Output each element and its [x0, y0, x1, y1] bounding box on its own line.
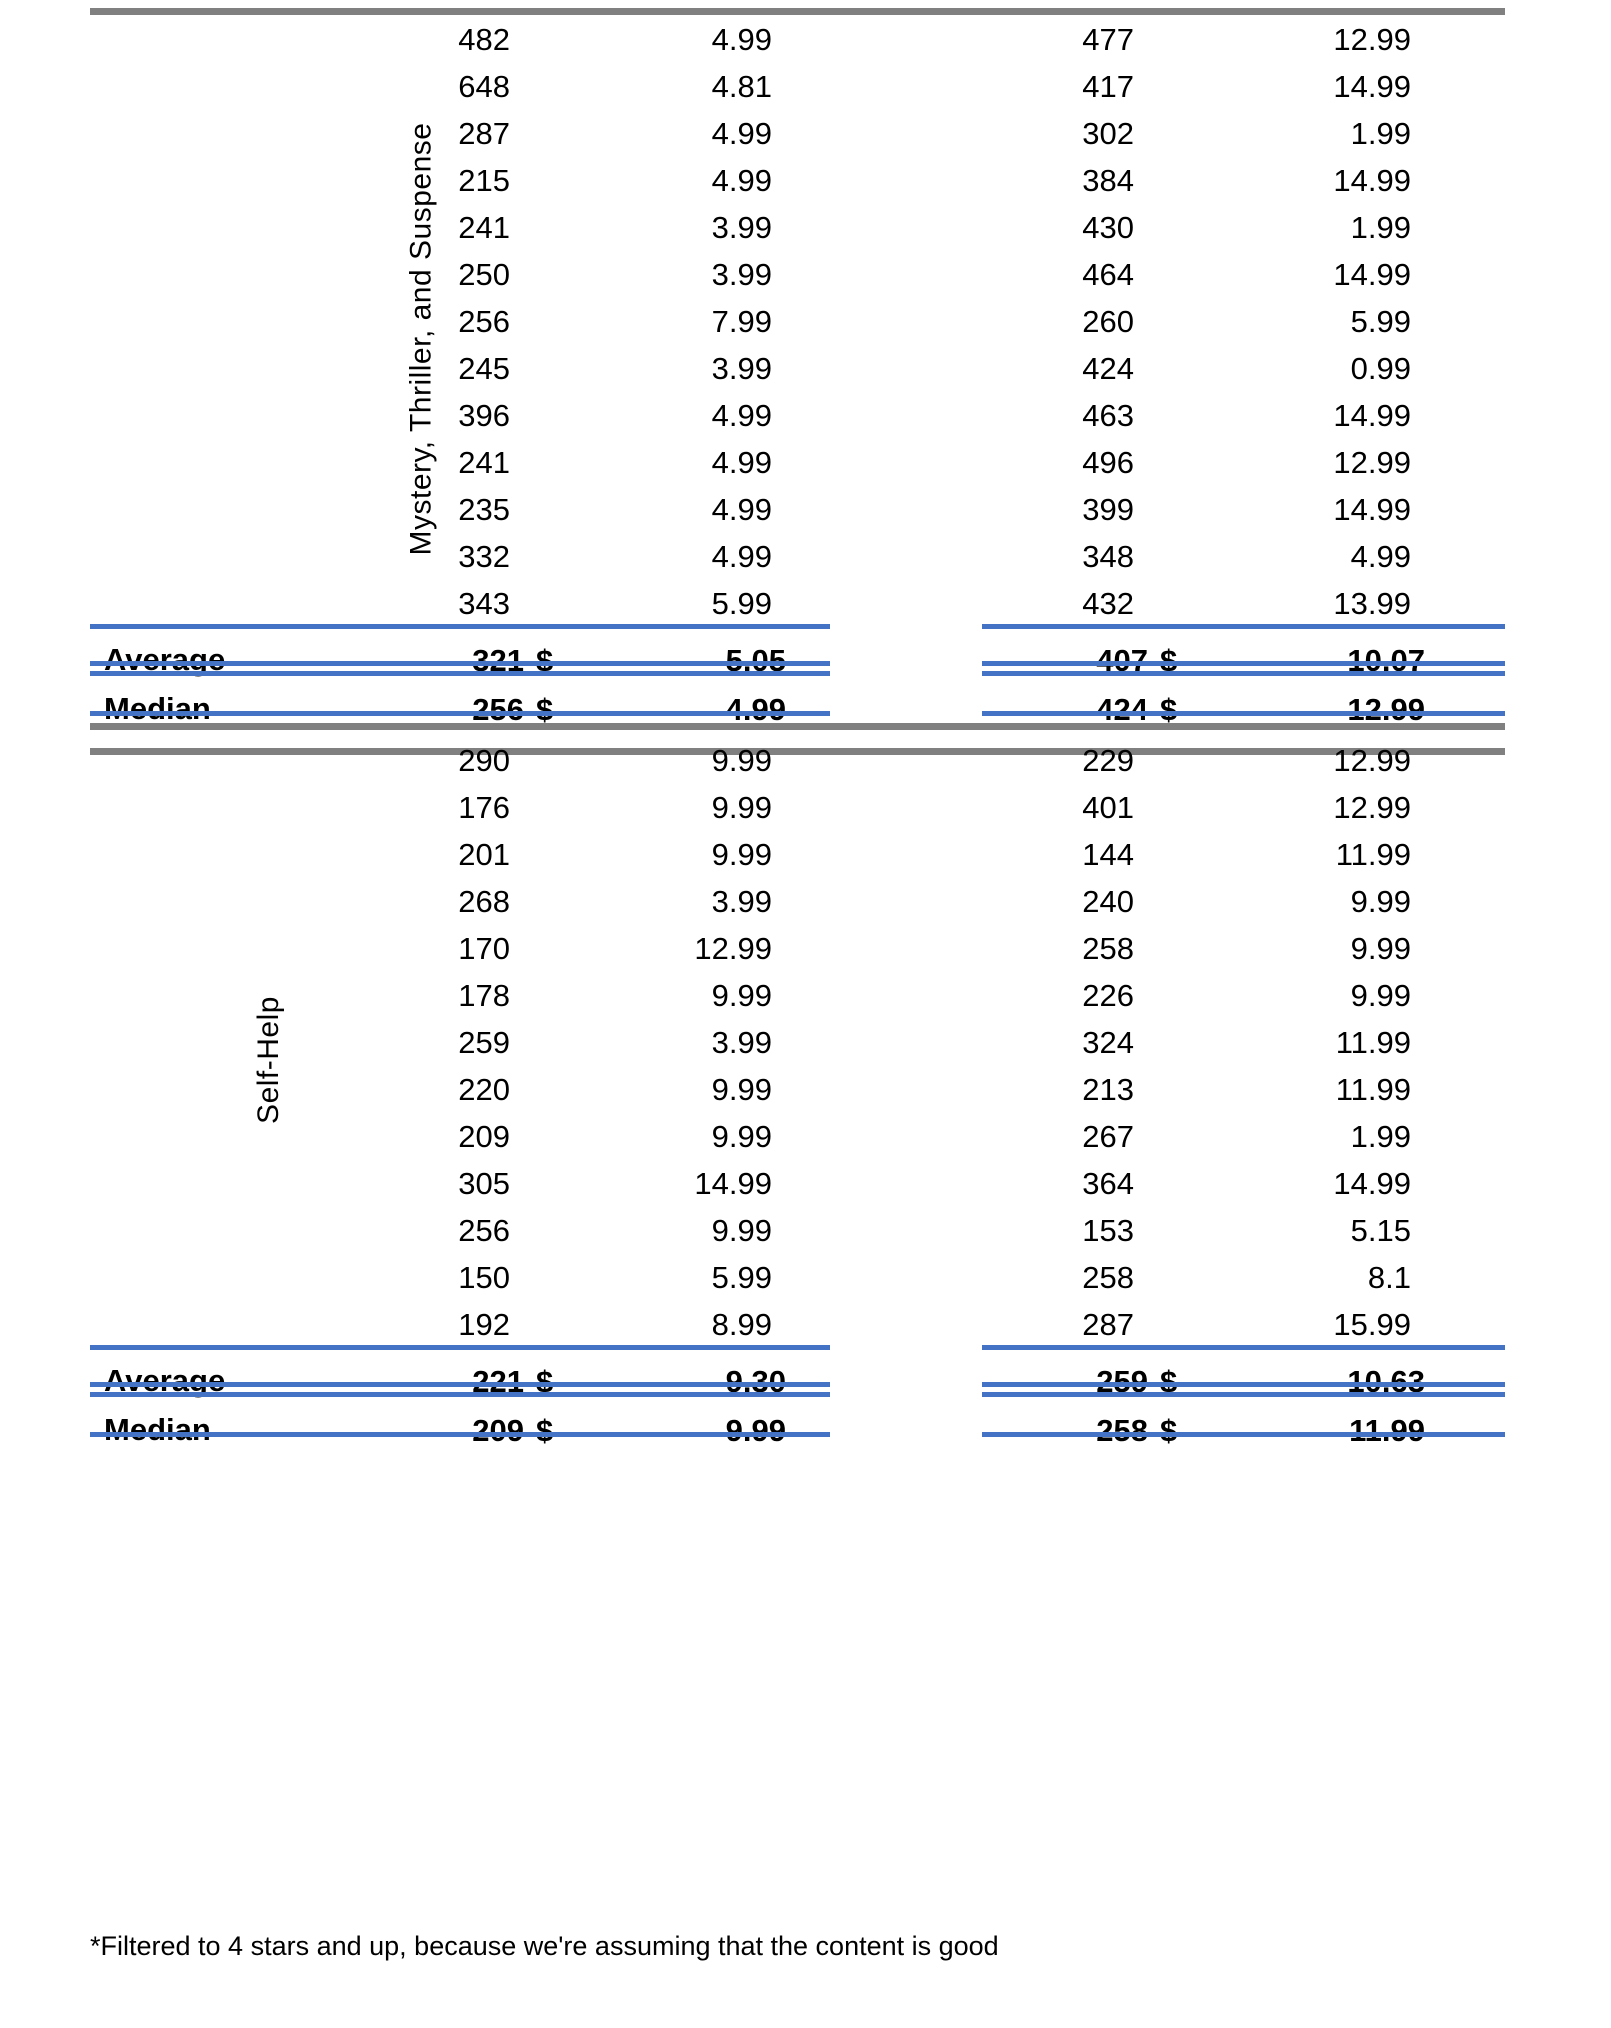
- average-row-label: Average: [104, 1363, 226, 1398]
- cell-price-b: 12.99: [1333, 22, 1411, 57]
- cell-units-b: 464: [1082, 257, 1134, 292]
- cell-units-b: 267: [1082, 1119, 1134, 1154]
- cell-price-b: 5.15: [1350, 1213, 1411, 1248]
- cell-units-a: 259: [458, 1025, 510, 1060]
- cell-units-a: 287: [458, 116, 510, 151]
- cell-units-b: 287: [1082, 1307, 1134, 1342]
- average-units-a: 221: [472, 1363, 524, 1399]
- median-bottom-rule-left: [90, 711, 830, 716]
- cell-units-b: 260: [1082, 304, 1134, 339]
- cell-units-a: 241: [458, 445, 510, 480]
- cell-price-a: 4.99: [711, 398, 772, 433]
- cell-units-a: 268: [458, 884, 510, 919]
- summary-median-mystery: [0, 678, 1611, 740]
- median-row: [0, 1399, 1611, 1461]
- cell-price-b: 14.99: [1333, 492, 1411, 527]
- cell-price-a: 4.99: [711, 163, 772, 198]
- median-bottom-rule-left-2: [90, 1432, 830, 1437]
- cell-price-b: 12.99: [1333, 743, 1411, 778]
- cell-price-a: 3.99: [711, 210, 772, 245]
- cell-units-a: 215: [458, 163, 510, 198]
- cell-units-a: 235: [458, 492, 510, 527]
- section-self-help: [0, 737, 1611, 1348]
- cell-price-b: 14.99: [1333, 398, 1411, 433]
- median-units-a: 209: [472, 1412, 524, 1448]
- currency-symbol-a: $: [536, 1363, 554, 1399]
- cell-price-a: 3.99: [711, 351, 772, 386]
- cell-units-b: 302: [1082, 116, 1134, 151]
- cell-price-b: 11.99: [1335, 1025, 1411, 1060]
- cell-price-a: 4.99: [711, 539, 772, 574]
- cell-price-a: 9.99: [711, 1072, 772, 1107]
- cell-price-b: 11.99: [1335, 1072, 1411, 1107]
- summary-median-self-help: [0, 1399, 1611, 1461]
- average-bottom-rule-b-left: [90, 671, 830, 676]
- median-units-a: 256: [472, 691, 524, 727]
- cell-price-a: 7.99: [711, 304, 772, 339]
- average-bottom-rule-a-left: [90, 661, 830, 666]
- average-row-label: Average: [104, 642, 226, 677]
- cell-price-a: 4.99: [711, 445, 772, 480]
- cell-units-a: 256: [458, 304, 510, 339]
- cell-price-b: 0.99: [1350, 351, 1411, 386]
- cell-units-a: 332: [458, 539, 510, 574]
- cell-units-b: 399: [1082, 492, 1134, 527]
- cell-price-a: 5.99: [711, 1260, 772, 1295]
- cell-units-b: 432: [1082, 586, 1134, 621]
- cell-units-a: 396: [458, 398, 510, 433]
- cell-units-a: 305: [458, 1166, 510, 1201]
- cell-price-b: 11.99: [1335, 837, 1411, 872]
- cell-price-a: 8.99: [711, 1307, 772, 1342]
- median-bottom-rule-right-2: [982, 1432, 1505, 1437]
- cell-units-b: 258: [1082, 931, 1134, 966]
- average-units-a: 321: [472, 642, 524, 678]
- cell-units-b: 324: [1082, 1025, 1134, 1060]
- cell-price-a: 4.99: [711, 492, 772, 527]
- footnote-text: *Filtered to 4 stars and up, because we're assuming that the content is good: [90, 1931, 999, 1961]
- median-price-b: 11.99: [1349, 1412, 1425, 1448]
- cell-units-a: 201: [458, 837, 510, 872]
- cell-units-b: 153: [1082, 1213, 1134, 1248]
- cell-price-a: 9.99: [711, 1119, 772, 1154]
- cell-units-b: 229: [1082, 743, 1134, 778]
- median-units-b: 424: [1096, 691, 1148, 727]
- category-label-text: Mystery, Thriller, and Suspense: [404, 122, 438, 555]
- cell-units-b: 384: [1082, 163, 1134, 198]
- category-label-self-help: [90, 737, 320, 1348]
- cell-units-a: 150: [458, 1260, 510, 1295]
- cell-price-b: 1.99: [1350, 1119, 1411, 1154]
- median-row-label: Median: [104, 1412, 211, 1447]
- average-bottom-rule-b-right: [982, 671, 1505, 676]
- cell-units-b: 240: [1082, 884, 1134, 919]
- cell-units-b: 144: [1082, 837, 1134, 872]
- cell-units-a: 209: [458, 1119, 510, 1154]
- currency-symbol-a: $: [536, 691, 554, 727]
- cell-units-a: 256: [458, 1213, 510, 1248]
- cell-units-b: 463: [1082, 398, 1134, 433]
- cell-price-b: 4.99: [1350, 539, 1411, 574]
- average-price-a: 9.30: [725, 1363, 786, 1399]
- cell-units-a: 178: [458, 978, 510, 1013]
- cell-units-a: 220: [458, 1072, 510, 1107]
- cell-price-b: 14.99: [1333, 69, 1411, 104]
- average-units-b: 407: [1096, 642, 1148, 678]
- median-price-a: 4.99: [725, 691, 786, 727]
- section-mystery-thriller-suspense: [0, 16, 1611, 627]
- section-top-rule: [90, 8, 1505, 15]
- cell-units-b: 364: [1082, 1166, 1134, 1201]
- cell-price-b: 13.99: [1333, 586, 1411, 621]
- cell-units-a: 250: [458, 257, 510, 292]
- cell-price-b: 12.99: [1333, 790, 1411, 825]
- section-divider-rule-1: [90, 723, 1505, 730]
- cell-price-a: 3.99: [711, 1025, 772, 1060]
- cell-units-a: 482: [458, 22, 510, 57]
- average-bottom-rule-b-left-2: [90, 1392, 830, 1397]
- currency-symbol-a: $: [536, 642, 554, 678]
- cell-units-b: 213: [1082, 1072, 1134, 1107]
- cell-units-a: 176: [458, 790, 510, 825]
- cell-units-b: 424: [1082, 351, 1134, 386]
- cell-units-b: 226: [1082, 978, 1134, 1013]
- cell-price-b: 9.99: [1350, 978, 1411, 1013]
- cell-units-a: 290: [458, 743, 510, 778]
- median-units-b: 258: [1096, 1412, 1148, 1448]
- cell-price-a: 9.99: [711, 837, 772, 872]
- median-row-label: Median: [104, 691, 211, 726]
- cell-price-b: 9.99: [1350, 884, 1411, 919]
- median-row: [0, 678, 1611, 740]
- cell-units-a: 192: [458, 1307, 510, 1342]
- average-units-b: 259: [1096, 1363, 1148, 1399]
- cell-units-a: 245: [458, 351, 510, 386]
- cell-price-a: 9.99: [711, 1213, 772, 1248]
- cell-price-b: 8.1: [1367, 1260, 1411, 1295]
- median-price-a: 9.99: [725, 1412, 786, 1448]
- cell-price-a: 5.99: [711, 586, 772, 621]
- average-bottom-rule-a-right: [982, 661, 1505, 666]
- median-price-b: 12.99: [1347, 691, 1425, 727]
- cell-price-a: 4.99: [711, 22, 772, 57]
- cell-price-a: 9.99: [711, 743, 772, 778]
- currency-symbol-b: $: [1160, 1363, 1178, 1399]
- cell-price-b: 5.99: [1350, 304, 1411, 339]
- category-label-mystery: [90, 16, 438, 627]
- cell-units-b: 401: [1082, 790, 1134, 825]
- average-bottom-rule-a-right-2: [982, 1382, 1505, 1387]
- cell-price-b: 12.99: [1333, 445, 1411, 480]
- currency-symbol-b: $: [1160, 691, 1178, 727]
- cell-units-a: 648: [458, 69, 510, 104]
- cell-units-b: 417: [1082, 69, 1134, 104]
- category-label-text: Self-Help: [251, 995, 285, 1124]
- cell-price-a: 9.99: [711, 978, 772, 1013]
- cell-price-b: 9.99: [1350, 931, 1411, 966]
- cell-price-a: 3.99: [711, 884, 772, 919]
- average-price-a: 5.05: [725, 642, 786, 678]
- cell-units-a: 170: [458, 931, 510, 966]
- cell-price-b: 15.99: [1333, 1307, 1411, 1342]
- cell-units-a: 241: [458, 210, 510, 245]
- cell-units-b: 477: [1082, 22, 1134, 57]
- average-bottom-rule-a-left-2: [90, 1382, 830, 1387]
- average-bottom-rule-b-right-2: [982, 1392, 1505, 1397]
- cell-price-b: 14.99: [1333, 1166, 1411, 1201]
- cell-price-b: 1.99: [1350, 210, 1411, 245]
- cell-price-a: 9.99: [711, 790, 772, 825]
- cell-units-a: 343: [458, 586, 510, 621]
- cell-price-a: 4.99: [711, 116, 772, 151]
- cell-price-a: 4.81: [711, 69, 772, 104]
- cell-units-b: 430: [1082, 210, 1134, 245]
- cell-price-a: 12.99: [694, 931, 772, 966]
- cell-units-b: 258: [1082, 1260, 1134, 1295]
- average-price-b: 10.07: [1347, 642, 1425, 678]
- cell-price-a: 3.99: [711, 257, 772, 292]
- cell-price-b: 14.99: [1333, 163, 1411, 198]
- cell-price-b: 1.99: [1350, 116, 1411, 151]
- median-bottom-rule-right: [982, 711, 1505, 716]
- currency-symbol-b: $: [1160, 1412, 1178, 1448]
- average-price-b: 10.63: [1347, 1363, 1425, 1399]
- cell-units-b: 348: [1082, 539, 1134, 574]
- currency-symbol-b: $: [1160, 642, 1178, 678]
- currency-symbol-a: $: [536, 1412, 554, 1448]
- cell-price-b: 14.99: [1333, 257, 1411, 292]
- cell-units-b: 496: [1082, 445, 1134, 480]
- cell-price-a: 14.99: [694, 1166, 772, 1201]
